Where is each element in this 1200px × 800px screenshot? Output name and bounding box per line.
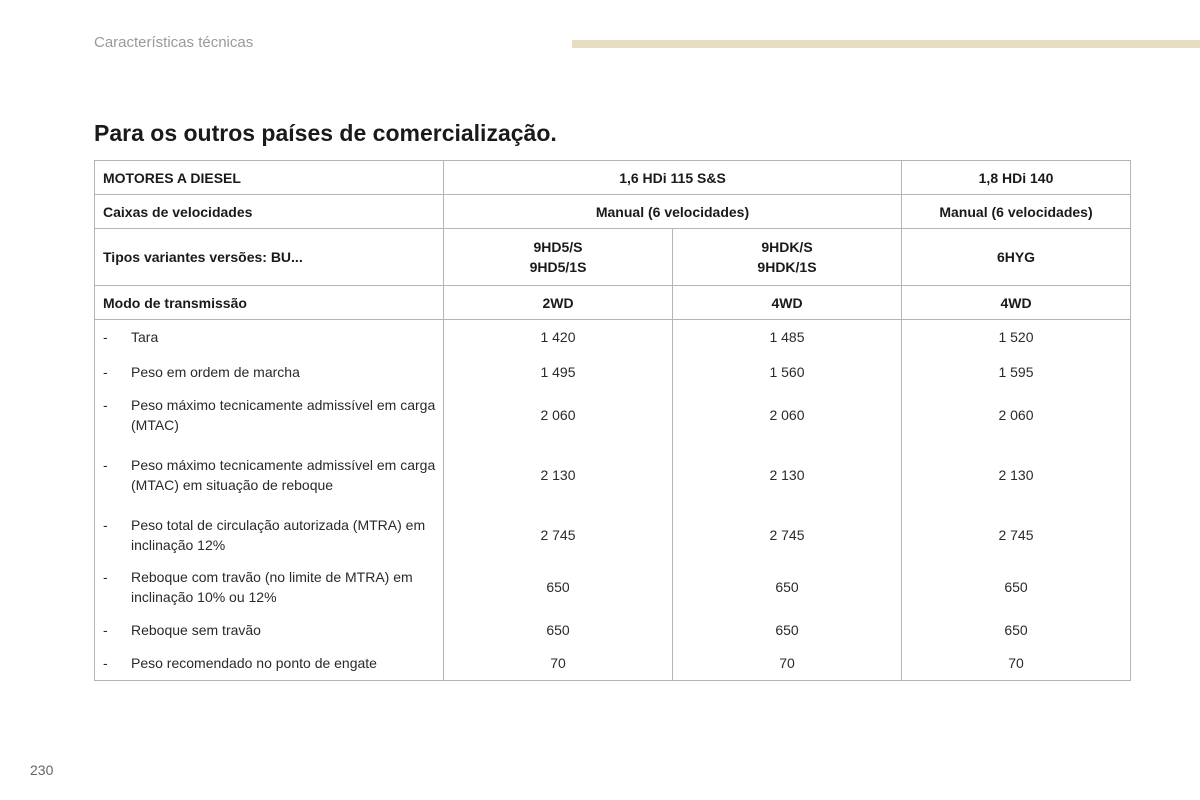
bullet-dash: - (103, 568, 108, 585)
table-row (95, 647, 1131, 681)
cell-value: 2 130 (902, 441, 1131, 509)
bullet-dash: - (103, 396, 108, 413)
row-label-cell (95, 509, 444, 561)
bullet-dash: - (103, 516, 108, 533)
variant-cell (444, 229, 673, 286)
gearbox-1: Manual (6 velocidades) (444, 195, 902, 229)
cell-value: 1 595 (902, 355, 1131, 389)
bullet-dash: - (103, 655, 108, 672)
gearbox-2: Manual (6 velocidades) (902, 195, 1131, 229)
variant-code: 6HYG (996, 249, 1036, 265)
variant-cell (673, 229, 902, 286)
table-row (95, 355, 1131, 389)
table-row (95, 441, 1131, 509)
transmission-label: Modo de transmissão (95, 286, 444, 320)
engine-2-header: 1,8 HDi 140 (902, 161, 1131, 195)
row-label: Reboque com travão (no limite de MTRA) em inclinação 10% ou 12% (131, 568, 413, 605)
row-label: Tara (131, 329, 159, 346)
transmission-value: 4WD (902, 286, 1131, 320)
row-label: Peso máximo tecnicamente admissível em carga (MTAC) em situação de reboque (131, 456, 436, 493)
row-label: Peso máximo tecnicamente admissível em carga (MTAC) (131, 396, 436, 433)
row-label: Peso recomendado no ponto de engate (131, 655, 377, 672)
row-label-cell (95, 320, 444, 355)
row-label-cell (95, 647, 444, 681)
header-accent-bar (572, 40, 1200, 48)
table-row (95, 561, 1131, 613)
variant-code: 9HDK/1S (757, 259, 817, 275)
cell-value: 1 560 (673, 355, 902, 389)
row-label-cell (95, 355, 444, 389)
variant-code: 9HD5/1S (529, 259, 587, 275)
engine-1-header: 1,6 HDi 115 S&S (444, 161, 902, 195)
cell-value: 1 485 (673, 320, 902, 355)
cell-value: 2 745 (902, 509, 1131, 561)
transmission-value: 2WD (444, 286, 673, 320)
row-label-cell (95, 441, 444, 509)
cell-value: 2 130 (444, 441, 673, 509)
cell-value: 650 (902, 561, 1131, 613)
bullet-dash: - (103, 329, 108, 346)
cell-value: 70 (444, 647, 673, 681)
table-row (95, 389, 1131, 441)
cell-value: 650 (444, 561, 673, 613)
cell-value: 70 (902, 647, 1131, 681)
cell-value: 1 495 (444, 355, 673, 389)
gearbox-label: Caixas de velocidades (95, 195, 444, 229)
row-label-cell (95, 613, 444, 647)
table-row (95, 613, 1131, 647)
section-header: Características técnicas (94, 34, 254, 51)
cell-value: 2 060 (902, 389, 1131, 441)
variants-row (95, 229, 1131, 286)
cell-value: 2 060 (673, 389, 902, 441)
engines-label: MOTORES A DIESEL (95, 161, 444, 195)
variant-code: 9HD5/S (533, 239, 583, 255)
cell-value: 70 (673, 647, 902, 681)
transmission-value: 4WD (673, 286, 902, 320)
transmission-row (95, 286, 1131, 320)
page-number: 230 (30, 762, 54, 778)
cell-value: 2 060 (444, 389, 673, 441)
bullet-dash: - (103, 363, 108, 380)
gearbox-row (95, 195, 1131, 229)
row-label: Reboque sem travão (131, 621, 261, 638)
table-row (95, 509, 1131, 561)
row-label-cell (95, 389, 444, 441)
page-title: Para os outros países de comercialização. (94, 120, 557, 146)
variant-cell (902, 229, 1131, 286)
spec-table (94, 160, 1131, 681)
cell-value: 2 745 (673, 509, 902, 561)
cell-value: 2 745 (444, 509, 673, 561)
cell-value: 650 (902, 613, 1131, 647)
cell-value: 1 520 (902, 320, 1131, 355)
bullet-dash: - (103, 621, 108, 638)
cell-value: 650 (444, 613, 673, 647)
row-label: Peso em ordem de marcha (131, 363, 300, 380)
row-label: Peso total de circulação autorizada (MTRA) em inclinação 12% (131, 516, 426, 553)
variants-label: Tipos variantes versões: BU... (95, 229, 444, 286)
table-row (95, 320, 1131, 355)
engines-row (95, 161, 1131, 195)
row-label-cell (95, 561, 444, 613)
cell-value: 650 (673, 561, 902, 613)
bullet-dash: - (103, 456, 108, 473)
cell-value: 650 (673, 613, 902, 647)
cell-value: 2 130 (673, 441, 902, 509)
cell-value: 1 420 (444, 320, 673, 355)
variant-code: 9HDK/S (761, 239, 813, 255)
